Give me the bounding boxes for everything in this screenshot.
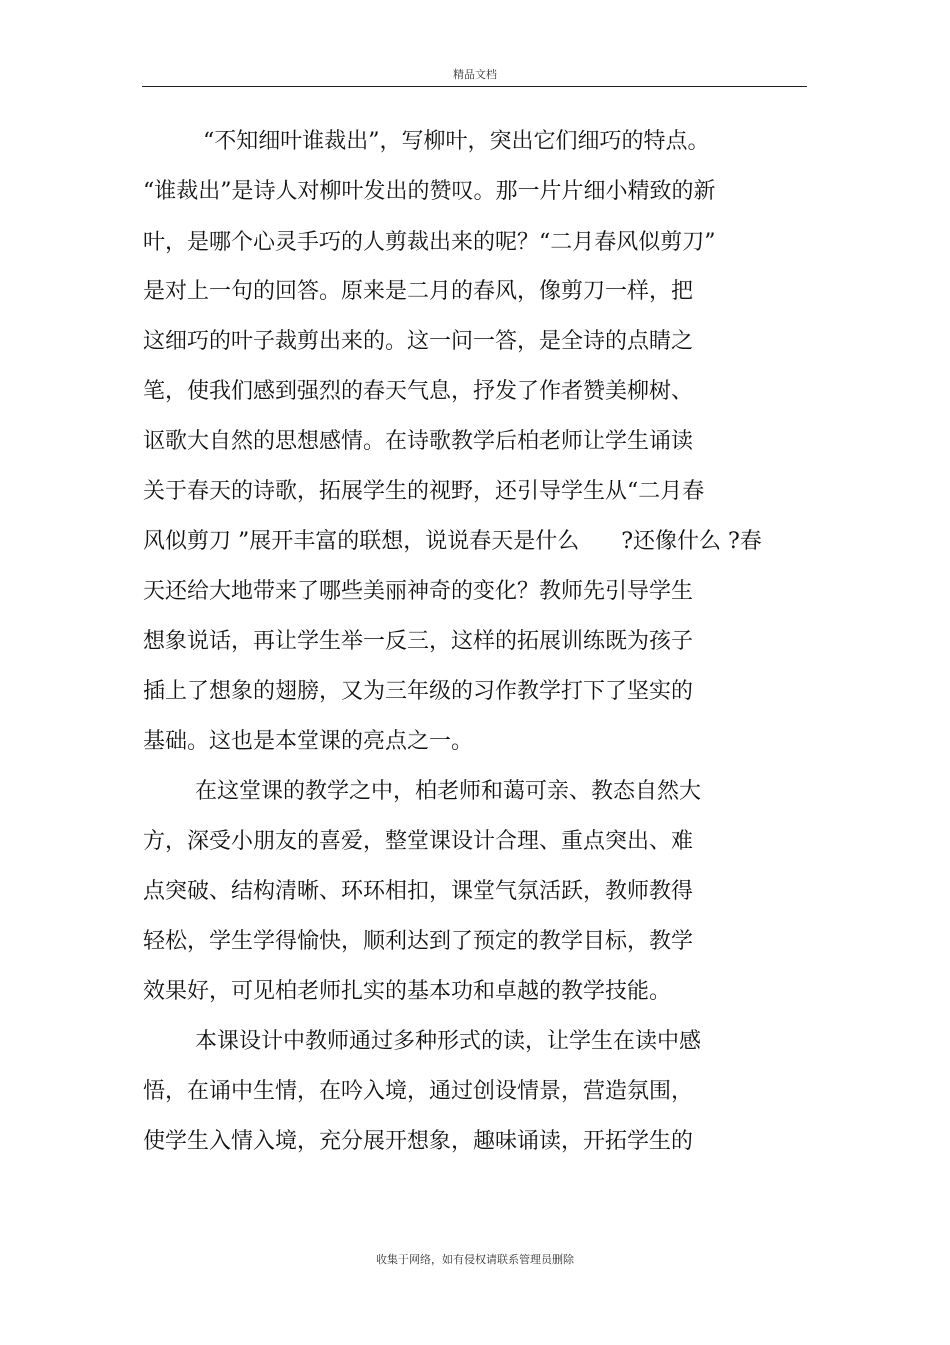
text-line: 效果好，可见柏老师扎实的基本功和卓越的教学技能。 — [143, 979, 672, 1004]
page-footer: 收集于网络，如有侵权请联系管理员删除 — [376, 1253, 574, 1266]
page-header: 精品文档 — [453, 68, 497, 81]
text-line: 风似剪刀 ”展开丰富的联想，说说春天是什么 ?还像什么 ?春 — [143, 529, 762, 554]
text-line: 讴歌大自然的思想感情。在诗歌教学后柏老师让学生诵读 — [143, 429, 694, 454]
text-line: 笔，使我们感到强烈的春天气息，抒发了作者赞美柳树、 — [143, 379, 694, 404]
text-line: 叶，是哪个心灵手巧的人剪裁出来的呢？“二月春风似剪刀” — [143, 230, 716, 255]
text-line: 天还给大地带来了哪些美丽神奇的变化？教师先引导学生 — [143, 579, 694, 604]
text-line: 插上了想象的翅膀，又为三年级的习作教学打下了坚实的 — [143, 679, 694, 704]
text-line: 这细巧的叶子裁剪出来的。这一问一答，是全诗的点睛之 — [143, 329, 694, 354]
text-line: 关于春天的诗歌，拓展学生的视野，还引导学生从“二月春 — [143, 479, 705, 504]
text-line: 点突破、结构清晰、环环相扣，课堂气氛活跃，教师教得 — [143, 879, 694, 904]
text-line: 在这堂课的教学之中，柏老师和蔼可亲、教态自然大 — [195, 779, 702, 804]
text-line: “谁裁出”是诗人对柳叶发出的赞叹。那一片片细小精致的新 — [143, 179, 716, 204]
text-line: 基础。这也是本堂课的亮点之一。 — [143, 729, 474, 754]
text-line: 是对上一句的回答。原来是二月的春风，像剪刀一样，把 — [143, 279, 694, 304]
text-line: 想象说话，再让学生举一反三，这样的拓展训练既为孩子 — [143, 629, 694, 654]
header-divider — [142, 86, 807, 87]
text-line: 本课设计中教师通过多种形式的读，让学生在读中感 — [195, 1029, 702, 1054]
text-line: 轻松，学生学得愉快，顺利达到了预定的教学目标，教学 — [143, 929, 694, 954]
text-line: 方，深受小朋友的喜爱，整堂课设计合理、重点突出、难 — [143, 829, 694, 854]
text-line: 悟，在诵中生情，在吟入境，通过创设情景，营造氛围， — [143, 1079, 694, 1104]
text-line: 使学生入情入境，充分展开想象，趣味诵读，开拓学生的 — [143, 1129, 694, 1154]
text-line: “不知细叶谁裁出”，写柳叶，突出它们细巧的特点。 — [203, 129, 710, 154]
